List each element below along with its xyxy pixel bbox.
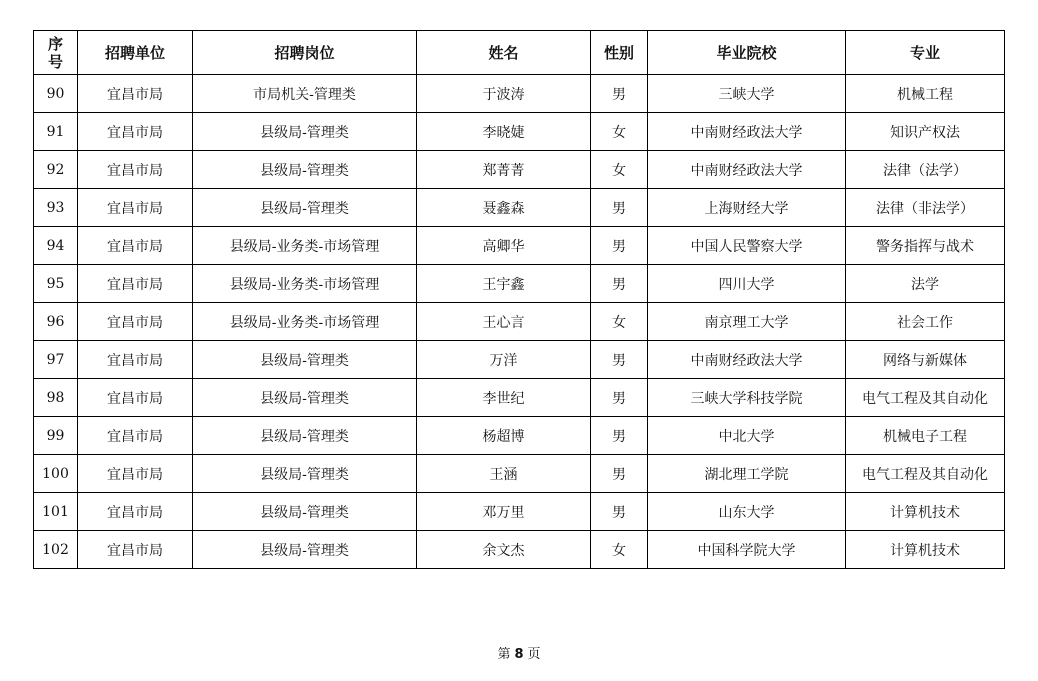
cell-school: 三峡大学	[648, 75, 846, 113]
cell-position: 县级局-管理类	[193, 341, 417, 379]
cell-gender: 男	[591, 417, 648, 455]
header-row	[34, 31, 1005, 75]
cell-index: 100	[34, 455, 78, 493]
cell-school: 中国人民警察大学	[648, 227, 846, 265]
table-row	[34, 341, 1005, 379]
table-row	[34, 303, 1005, 341]
roster-table	[33, 30, 1005, 569]
cell-index: 96	[34, 303, 78, 341]
cell-major: 社会工作	[846, 303, 1005, 341]
cell-school: 中南财经政法大学	[648, 341, 846, 379]
cell-name: 于波涛	[417, 75, 591, 113]
cell-unit: 宜昌市局	[78, 531, 193, 569]
cell-position: 县级局-管理类	[193, 531, 417, 569]
header-index-line2: 号	[47, 52, 63, 71]
header-school: 毕业院校	[648, 31, 846, 75]
cell-name: 万洋	[417, 341, 591, 379]
cell-index: 97	[34, 341, 78, 379]
cell-position: 县级局-管理类	[193, 113, 417, 151]
cell-gender: 男	[591, 493, 648, 531]
cell-school: 湖北理工学院	[648, 455, 846, 493]
cell-index: 91	[34, 113, 78, 151]
cell-position: 县级局-管理类	[193, 493, 417, 531]
table-row	[34, 379, 1005, 417]
cell-school: 中南财经政法大学	[648, 151, 846, 189]
cell-school: 中南财经政法大学	[648, 113, 846, 151]
cell-index: 102	[34, 531, 78, 569]
cell-gender: 男	[591, 189, 648, 227]
cell-unit: 宜昌市局	[78, 189, 193, 227]
cell-major: 网络与新媒体	[846, 341, 1005, 379]
cell-name: 余文杰	[417, 531, 591, 569]
cell-school: 四川大学	[648, 265, 846, 303]
table-header	[34, 31, 1005, 75]
cell-gender: 男	[591, 341, 648, 379]
cell-major: 知识产权法	[846, 113, 1005, 151]
cell-name: 高卿华	[417, 227, 591, 265]
cell-unit: 宜昌市局	[78, 303, 193, 341]
page-footer	[0, 643, 1038, 662]
footer-prefix: 第	[497, 647, 511, 662]
cell-unit: 宜昌市局	[78, 151, 193, 189]
cell-unit: 宜昌市局	[78, 455, 193, 493]
cell-name: 李晓婕	[417, 113, 591, 151]
header-index-line1: 序	[47, 34, 63, 53]
table-row	[34, 493, 1005, 531]
cell-position: 县级局-管理类	[193, 189, 417, 227]
header-name: 姓名	[417, 31, 591, 75]
cell-school: 上海财经大学	[648, 189, 846, 227]
cell-unit: 宜昌市局	[78, 113, 193, 151]
cell-name: 杨超博	[417, 417, 591, 455]
cell-gender: 女	[591, 531, 648, 569]
cell-gender: 男	[591, 227, 648, 265]
cell-index: 90	[34, 75, 78, 113]
cell-major: 法学	[846, 265, 1005, 303]
cell-position: 县级局-管理类	[193, 151, 417, 189]
table-row	[34, 265, 1005, 303]
cell-index: 98	[34, 379, 78, 417]
cell-name: 邓万里	[417, 493, 591, 531]
page-number: 8	[514, 647, 524, 662]
cell-position: 县级局-管理类	[193, 379, 417, 417]
cell-school: 山东大学	[648, 493, 846, 531]
cell-unit: 宜昌市局	[78, 493, 193, 531]
cell-unit: 宜昌市局	[78, 227, 193, 265]
cell-name: 王心言	[417, 303, 591, 341]
cell-major: 电气工程及其自动化	[846, 379, 1005, 417]
table-row	[34, 75, 1005, 113]
cell-index: 93	[34, 189, 78, 227]
cell-unit: 宜昌市局	[78, 379, 193, 417]
header-unit: 招聘单位	[78, 31, 193, 75]
table-row	[34, 189, 1005, 227]
cell-unit: 宜昌市局	[78, 265, 193, 303]
cell-gender: 女	[591, 303, 648, 341]
cell-gender: 男	[591, 75, 648, 113]
table-row	[34, 227, 1005, 265]
cell-index: 94	[34, 227, 78, 265]
cell-gender: 男	[591, 455, 648, 493]
cell-school: 三峡大学科技学院	[648, 379, 846, 417]
table-row	[34, 113, 1005, 151]
cell-major: 法律（法学）	[846, 151, 1005, 189]
cell-position: 县级局-业务类-市场管理	[193, 265, 417, 303]
table-body	[34, 75, 1005, 569]
cell-position: 县级局-业务类-市场管理	[193, 227, 417, 265]
cell-unit: 宜昌市局	[78, 75, 193, 113]
cell-index: 95	[34, 265, 78, 303]
cell-school: 中国科学院大学	[648, 531, 846, 569]
cell-gender: 男	[591, 379, 648, 417]
cell-name: 王涵	[417, 455, 591, 493]
cell-major: 法律（非法学）	[846, 189, 1005, 227]
table-row	[34, 417, 1005, 455]
cell-major: 警务指挥与战术	[846, 227, 1005, 265]
cell-unit: 宜昌市局	[78, 417, 193, 455]
cell-gender: 男	[591, 265, 648, 303]
cell-position: 市局机关-管理类	[193, 75, 417, 113]
cell-name: 王宇鑫	[417, 265, 591, 303]
cell-unit: 宜昌市局	[78, 341, 193, 379]
cell-position: 县级局-管理类	[193, 455, 417, 493]
cell-index: 92	[34, 151, 78, 189]
footer-suffix: 页	[527, 647, 541, 662]
cell-position: 县级局-管理类	[193, 417, 417, 455]
table-row	[34, 455, 1005, 493]
cell-major: 计算机技术	[846, 493, 1005, 531]
cell-gender: 女	[591, 113, 648, 151]
cell-index: 99	[34, 417, 78, 455]
cell-major: 机械电子工程	[846, 417, 1005, 455]
cell-major: 电气工程及其自动化	[846, 455, 1005, 493]
cell-name: 聂鑫森	[417, 189, 591, 227]
header-gender: 性别	[591, 31, 648, 75]
table-row	[34, 531, 1005, 569]
cell-position: 县级局-业务类-市场管理	[193, 303, 417, 341]
cell-index: 101	[34, 493, 78, 531]
cell-name: 李世纪	[417, 379, 591, 417]
header-index	[34, 31, 78, 75]
cell-major: 计算机技术	[846, 531, 1005, 569]
cell-name: 郑菁菁	[417, 151, 591, 189]
cell-school: 南京理工大学	[648, 303, 846, 341]
cell-major: 机械工程	[846, 75, 1005, 113]
header-position: 招聘岗位	[193, 31, 417, 75]
table-row	[34, 151, 1005, 189]
cell-school: 中北大学	[648, 417, 846, 455]
cell-gender: 女	[591, 151, 648, 189]
header-major: 专业	[846, 31, 1005, 75]
